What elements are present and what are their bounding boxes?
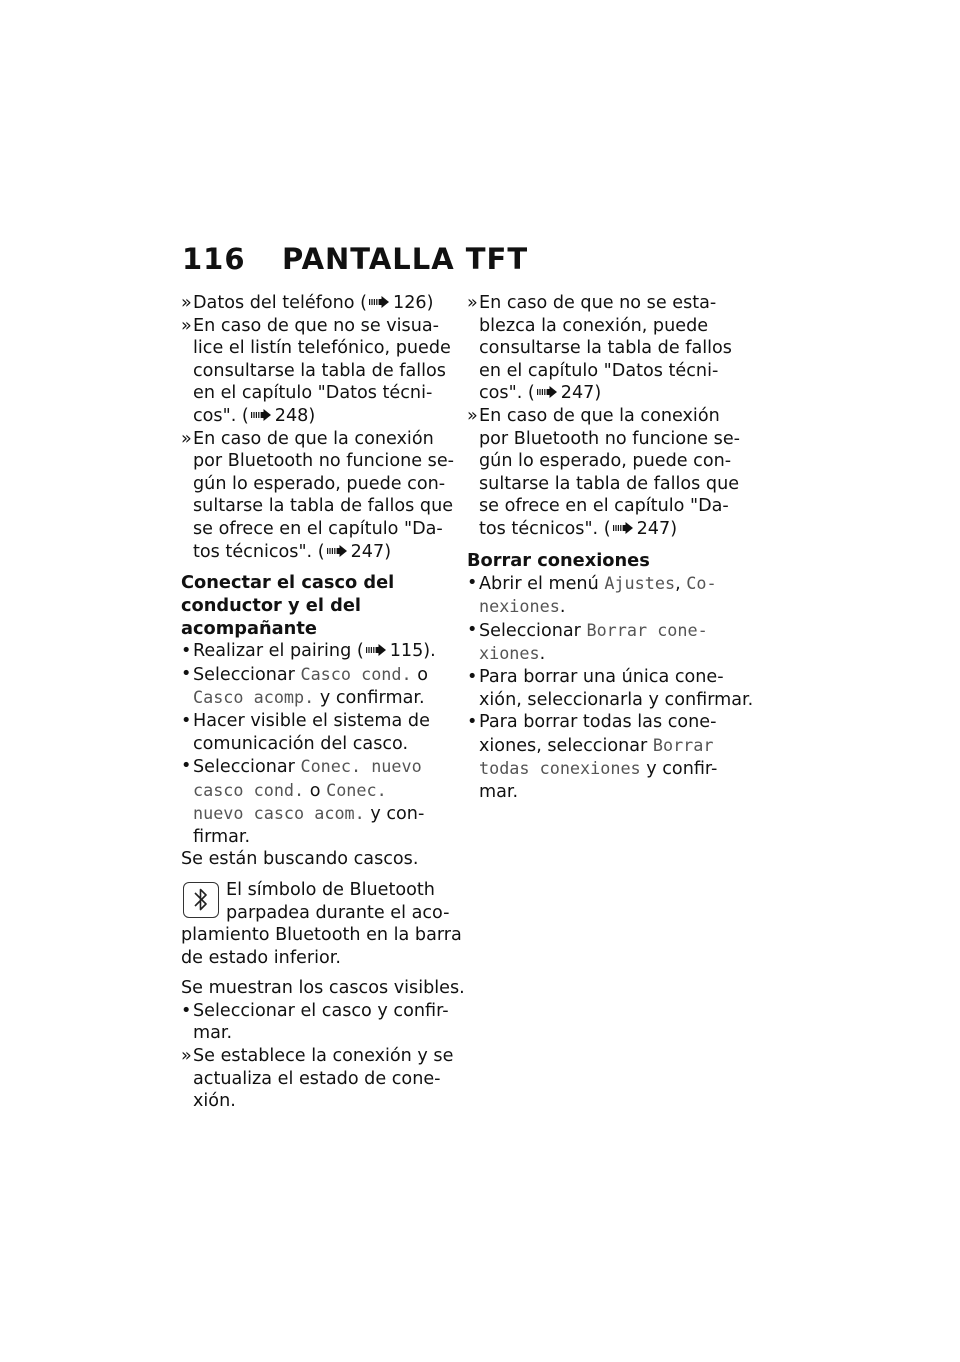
bullet: • <box>467 619 478 640</box>
page-ref: 126) <box>393 293 434 313</box>
text: y con- <box>364 804 425 825</box>
text: o <box>411 664 428 685</box>
text-line: en el capítulo "Datos técni- <box>479 360 719 381</box>
text: tos técnicos". ( <box>479 518 611 539</box>
text: y confirmar. <box>314 688 425 709</box>
text-line: comunicación del casco. <box>193 733 409 754</box>
text-line: Se establece la conexión y se <box>193 1046 454 1067</box>
step-item <box>467 666 754 711</box>
menu-item-name: casco cond. <box>193 779 305 800</box>
text: xiones, seleccionar <box>479 735 653 756</box>
menu-item-name: Borrar <box>652 734 714 755</box>
text: , <box>675 573 687 594</box>
text-line: gún lo esperado, puede con- <box>479 451 732 472</box>
text-line: consultarse la tabla de fallos <box>193 360 446 381</box>
text-line: consultarse la tabla de fallos <box>479 338 732 359</box>
text-line: de estado inferior. <box>181 947 341 968</box>
page-ref-arrow-icon <box>537 386 559 398</box>
result-marker: » <box>181 1046 192 1067</box>
text-line: gún lo esperado, puede con- <box>193 473 446 494</box>
text-line: plamiento Bluetooth en la barra <box>181 925 462 946</box>
paragraph: Se están buscando cascos. <box>181 849 419 870</box>
left-column <box>181 292 465 1113</box>
text-line: parpadea durante el aco- <box>226 902 450 923</box>
step-item <box>467 572 742 619</box>
text-line: Hacer visible el sistema de <box>193 710 430 731</box>
result-item <box>467 405 742 541</box>
text-line: Seleccionar el casco y confir- <box>193 1000 449 1021</box>
result-item <box>467 292 742 405</box>
text-line: El símbolo de Bluetooth <box>226 880 435 901</box>
result-marker: » <box>467 293 478 313</box>
text: Abrir el menú <box>479 573 605 594</box>
text-line: en el capítulo "Datos técni- <box>193 383 433 404</box>
text: Seleccionar <box>479 620 587 641</box>
bullet: • <box>181 756 192 777</box>
text-line: blezca la conexión, puede <box>479 315 709 336</box>
section-heading: Borrar conexiones <box>467 549 650 571</box>
bullet: • <box>181 641 192 662</box>
bluetooth-note <box>181 879 451 924</box>
page-ref-arrow-icon <box>251 409 273 421</box>
step-item <box>181 1000 451 1045</box>
step-item <box>181 755 451 848</box>
page-ref-arrow-icon <box>613 522 635 534</box>
text-line: sultarse la tabla de fallos que <box>193 496 454 517</box>
right-column <box>467 292 754 803</box>
result-item <box>181 428 454 564</box>
page-ref: 247) <box>560 383 602 404</box>
menu-item-name: nuevo casco acom. <box>193 803 365 824</box>
text: Seleccionar <box>193 757 301 778</box>
menu-item-name: Borrar cone- <box>586 619 708 640</box>
text-line: Para borrar todas las cone- <box>479 712 717 733</box>
page-ref-arrow-icon <box>366 644 388 656</box>
page-ref: 247) <box>636 518 678 539</box>
bullet: • <box>181 1000 192 1021</box>
menu-item-name: Casco cond. <box>300 663 412 684</box>
result-marker: » <box>181 428 192 449</box>
text-line: por Bluetooth no funcione se- <box>193 451 454 472</box>
bluetooth-icon <box>183 882 219 918</box>
menu-item-name: nexiones <box>479 596 560 617</box>
text-line: Para borrar una única cone- <box>479 666 724 687</box>
text-line: por Bluetooth no funcione se- <box>479 428 740 449</box>
text-line: se ofrece en el capítulo "Da- <box>479 496 729 517</box>
text-line: En caso de que no se esta- <box>479 293 717 313</box>
step-item <box>181 640 451 663</box>
result-marker: » <box>181 315 192 336</box>
text-line: se ofrece en el capítulo "Da- <box>193 518 443 539</box>
heading-line: acompañante <box>181 618 317 640</box>
text: tos técnicos". ( <box>193 541 325 562</box>
text: o <box>304 780 327 801</box>
menu-item-name: Co- <box>686 572 717 593</box>
page-ref-arrow-icon <box>327 545 349 557</box>
text: cos". ( <box>479 383 535 404</box>
text-line: mar. <box>479 781 519 802</box>
page-ref: 247) <box>350 541 392 562</box>
heading-line: conductor y el del <box>181 595 362 617</box>
page-number: 116 <box>182 242 246 276</box>
bullet: • <box>181 663 192 684</box>
section-heading <box>181 571 451 640</box>
result-marker: » <box>181 293 192 313</box>
page-ref: 115). <box>389 641 436 662</box>
text: . <box>539 644 546 665</box>
text-line: mar. <box>193 1023 233 1044</box>
text-line: En caso de que no se visua- <box>193 315 439 336</box>
result-item <box>181 315 451 428</box>
text-line: En caso de que la conexión <box>193 428 434 449</box>
text: . <box>559 597 566 618</box>
result-item <box>181 1045 454 1113</box>
menu-item-name: todas conexiones <box>479 758 641 779</box>
bullet: • <box>181 710 192 731</box>
text: Seleccionar <box>193 664 301 685</box>
menu-item-name: xiones <box>479 643 540 664</box>
page-ref-arrow-icon <box>369 296 391 308</box>
menu-item-name: Ajustes <box>604 572 676 593</box>
text: Realizar el pairing ( <box>193 641 364 662</box>
text-line: sultarse la tabla de fallos que <box>479 473 740 494</box>
text-line: lice el listín telefónico, puede <box>193 338 451 359</box>
text-line: En caso de que la conexión <box>479 405 720 426</box>
menu-item-name: Casco acomp. <box>193 687 315 708</box>
text-line: firmar. <box>193 826 251 847</box>
step-item <box>467 711 742 803</box>
paragraph: Se muestran los cascos visibles. <box>181 978 465 999</box>
bullet: • <box>467 666 478 687</box>
menu-item-name: Conec. <box>326 779 387 800</box>
bullet: • <box>467 572 478 593</box>
page-ref: 248) <box>274 405 316 426</box>
step-item <box>181 663 451 710</box>
heading-line: Conectar el casco del <box>181 572 395 594</box>
text: y confir- <box>640 759 718 780</box>
bullet: • <box>467 712 478 733</box>
text: Datos del teléfono ( <box>193 293 367 313</box>
step-item <box>467 619 742 666</box>
result-marker: » <box>467 405 478 426</box>
result-item <box>181 292 451 315</box>
step-item <box>181 710 451 755</box>
text-line: actualiza el estado de cone- <box>193 1068 441 1089</box>
text: cos". ( <box>193 405 249 426</box>
text-line: xión. <box>193 1091 236 1112</box>
text-line: xión, seleccionarla y confirmar. <box>479 689 754 710</box>
menu-item-name: Conec. nuevo <box>300 756 422 777</box>
page-title: PANTALLA TFT <box>282 242 529 276</box>
